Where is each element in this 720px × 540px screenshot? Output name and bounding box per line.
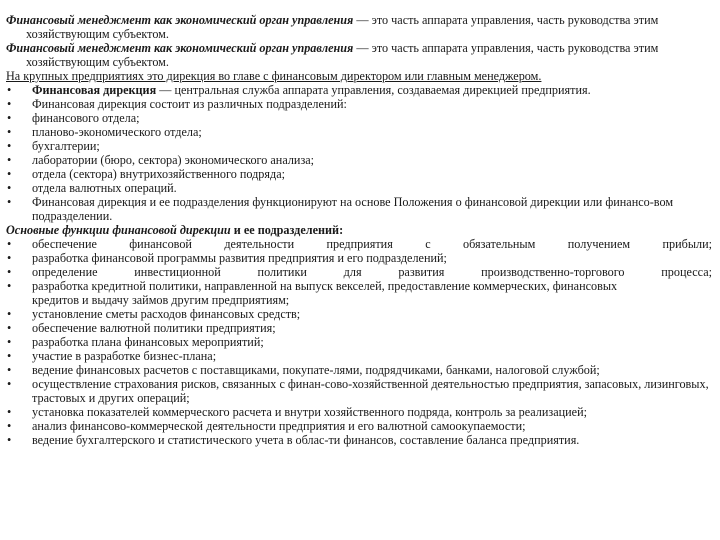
- document-page: [6, 13, 712, 447]
- list-item: [6, 237, 712, 251]
- definition-paragraph-2: [6, 41, 712, 69]
- list-item: [6, 153, 712, 167]
- list-item: [6, 363, 712, 377]
- definition-term-2: Финансовый менеджмент как экономический орган управления: [6, 41, 354, 55]
- list-item: [6, 139, 712, 153]
- bullet-icon: •: [7, 405, 12, 419]
- bullet-icon: •: [7, 377, 12, 391]
- list-item-text: Финансовая дирекция и ее подразделения функционируют на основе Положения о финансовой дирекции или финансо-вом подразделении.: [32, 195, 674, 223]
- bullet-icon: •: [7, 83, 12, 97]
- list-item-text: ведение бухгалтерского и статистического учета в облас-ти финансов, составление баланса предприятия.: [32, 433, 580, 447]
- list-item: [6, 251, 712, 265]
- list-item: [6, 181, 712, 195]
- bullet-icon: •: [7, 363, 12, 377]
- list-item: [6, 419, 712, 433]
- functions-heading-rest: и ее подразделений:: [230, 223, 344, 237]
- bullet-icon: •: [7, 97, 12, 111]
- bullet-icon: •: [7, 167, 12, 181]
- bullet-icon: •: [7, 195, 12, 209]
- bullet-icon: •: [7, 279, 12, 293]
- list-item: [6, 83, 712, 97]
- list-item-text: отдела валютных операций.: [32, 181, 177, 195]
- list-item-text: обеспечение финансовой деятельности предприятия с обязательным получением прибыли;: [32, 237, 712, 251]
- list-item: [6, 279, 712, 293]
- bullet-icon: •: [7, 251, 12, 265]
- bullet-icon: •: [7, 349, 12, 363]
- list-item-text: обеспечение валютной политики предприятия;: [32, 321, 276, 335]
- list-item-text: Финансовая дирекция состоит из различных подразделений:: [32, 97, 347, 111]
- definition-term-1: Финансовый менеджмент как экономический орган управления: [6, 13, 354, 27]
- list-item-text: установка показателей коммерческого расчета и внутри хозяйственного подряда, контроль за реализацией;: [32, 405, 587, 419]
- functions-list: [6, 237, 712, 447]
- list-item-text: разработка кредитной политики, направленной на выпуск векселей, предоставление коммерческих, финансовых: [32, 279, 618, 293]
- bullet-icon: •: [7, 335, 12, 349]
- list-item: [6, 195, 712, 223]
- list-item-text: планово-экономического отдела;: [32, 125, 202, 139]
- list-item: [6, 111, 712, 125]
- list-item-text: [32, 83, 712, 97]
- list-item: [6, 307, 712, 321]
- list-item-text: участие в разработке бизнес-плана;: [32, 349, 217, 363]
- list-item: [6, 377, 712, 405]
- list-item-text: отдела (сектора) внутрихозяйственного подряда;: [32, 167, 285, 181]
- list-item: [6, 335, 712, 349]
- list-item: [6, 167, 712, 181]
- list-item: [6, 265, 712, 279]
- definition-text-1: — это часть аппарата управления, часть руководства этим хозяйствующим субъектом.: [26, 13, 659, 41]
- bullet-icon: •: [7, 237, 12, 251]
- bullet-icon: •: [7, 307, 12, 321]
- list-item: [6, 433, 712, 447]
- list-item-text: установление сметы расходов финансовых средств;: [32, 307, 301, 321]
- functions-heading-italic: Основные функции финансовой дирекции: [6, 223, 231, 237]
- definition-paragraph-1: [6, 13, 712, 41]
- list-item-text: финансового отдела;: [32, 111, 140, 125]
- intro-line: На крупных предприятиях это дирекция во главе с финансовым директором или главным менеджером.: [6, 69, 542, 83]
- list-item: [6, 405, 712, 419]
- list-item-text: определение инвестиционной политики для развития производственно-торгового процесса;: [32, 265, 712, 279]
- list-item-rest: — центральная служба аппарата управления, создаваемая дирекцией предприятия.: [156, 83, 591, 97]
- list-item: [6, 125, 712, 139]
- list-item-text: лаборатории (бюро, сектора) экономического анализа;: [32, 153, 315, 167]
- divisions-list: [6, 83, 712, 223]
- definition-text-2: — это часть аппарата управления, часть руководства этим хозяйствующим субъектом.: [26, 41, 659, 69]
- bullet-icon: •: [7, 139, 12, 153]
- bullet-icon: •: [7, 153, 12, 167]
- list-item: [6, 349, 712, 363]
- list-item-text: разработка финансовой программы развития предприятия и его подразделений;: [32, 251, 447, 265]
- list-item: [6, 321, 712, 335]
- bullet-icon: •: [7, 419, 12, 433]
- list-item-text: осуществление страхования рисков, связанных с финан-сово-хозяйственной деятельностью предприятия, запасовых, лизинговых, трастовых и других операций;: [32, 377, 709, 405]
- list-item-text: ведение финансовых расчетов с поставщиками, покупате-лями, подрядчиками, банками, налоговой службой;: [32, 363, 600, 377]
- list-item-text: разработка плана финансовых мероприятий;: [32, 335, 264, 349]
- list-item-text: бухгалтерии;: [32, 139, 100, 153]
- bullet-icon: •: [7, 125, 12, 139]
- bullet-icon: •: [7, 321, 12, 335]
- list-item: [6, 97, 712, 111]
- list-item-continuation: кредитов и выдачу займов другим предприятиям;: [32, 293, 290, 307]
- bullet-icon: •: [7, 181, 12, 195]
- bullet-icon: •: [7, 111, 12, 125]
- bullet-icon: •: [7, 433, 12, 447]
- bullet-icon: •: [7, 265, 12, 279]
- list-item-text: анализ финансово-коммерческой деятельности предприятия и его валютной самоокупаемости;: [32, 419, 526, 433]
- list-item-bold: Финансовая дирекция: [32, 83, 157, 97]
- functions-heading: [6, 223, 712, 237]
